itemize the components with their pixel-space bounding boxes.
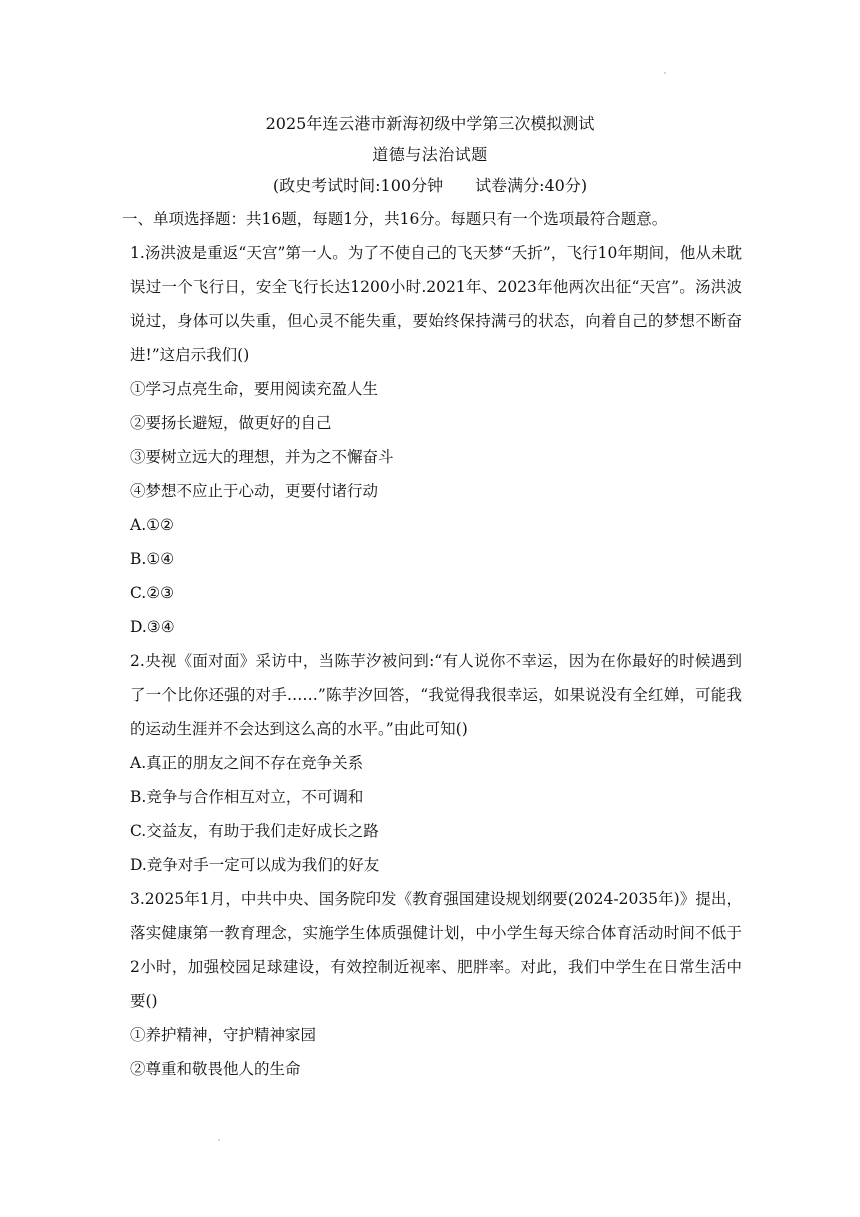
exam-body xyxy=(122,202,742,1086)
scan-speck xyxy=(218,1139,220,1141)
question-3 xyxy=(130,882,742,1086)
exam-time-and-score: (政史考试时间:100分钟 试卷满分:40分) xyxy=(272,176,588,195)
question-1-statement-1: ①学习点亮生命，要用阅读充盈人生 xyxy=(130,380,379,398)
question-1-statement-2: ②要扬长避短，做更好的自己 xyxy=(130,414,332,432)
scan-speck xyxy=(664,72,666,74)
question-1-statement-4: ④梦想不应止于心动，更要付诸行动 xyxy=(130,482,379,500)
section-heading: 一、单项选择题：共16题，每题1分，共16分。每题只有一个选项最符合题意。 xyxy=(122,210,668,228)
question-2-option-c: C.交益友，有助于我们走好成长之路 xyxy=(130,822,379,840)
question-1 xyxy=(130,236,742,644)
question-1-stem: 1.汤洪波是重返“天宫”第一人。为了不使自己的飞天梦“夭折”，飞行10年期间，他从未耽误过一个飞行日，安全飞行长达1200小时.2021年、2023年他两次出征“天宫”。汤洪波说过，身体可以失重，但心灵不能失重，要始终保持满弓的状态，向着自己的梦想不断奋进!”这启示我们() xyxy=(130,244,742,364)
question-3-stem: 3.2025年1月，中共中央、国务院印发《教育强国建设规划纲要(2024-2035年)》提出，落实健康第一教育理念，实施学生体质强健计划，中小学生每天综合体育活动时间不低于2小时，加强校园足球建设，有效控制近视率、肥胖率。对此，我们中学生在日常生活中要() xyxy=(130,890,742,1010)
exam-title: 2025年连云港市新海初级中学第三次模拟测试 xyxy=(265,114,595,133)
exam-subject: 道德与法治试题 xyxy=(372,145,488,164)
question-3-statement-1: ①养护精神，守护精神家园 xyxy=(130,1026,317,1044)
question-1-option-b: B.①④ xyxy=(130,550,175,568)
question-1-option-c: C.②③ xyxy=(130,584,175,602)
question-1-statement-3: ③要树立远大的理想，并为之不懈奋斗 xyxy=(130,448,394,466)
question-2 xyxy=(130,644,742,882)
question-1-option-d: D.③④ xyxy=(130,618,175,636)
exam-header xyxy=(0,108,860,201)
question-1-option-a: A.①② xyxy=(130,516,174,534)
question-2-stem: 2.央视《面对面》采访中，当陈芋汐被问到:“有人说你不幸运，因为在你最好的时候遇到了一个比你还强的对手……”陈芋汐回答，“我觉得我很幸运，如果说没有全红婵，可能我的运动生涯并不会达到这么高的水平。”由此可知() xyxy=(130,652,742,738)
question-2-option-a: A.真正的朋友之间不存在竞争关系 xyxy=(130,754,364,772)
question-2-option-b: B.竞争与合作相互对立，不可调和 xyxy=(130,788,364,806)
question-3-statement-2: ②尊重和敬畏他人的生命 xyxy=(130,1060,301,1078)
question-2-option-d: D.竞争对手一定可以成为我们的好友 xyxy=(130,856,380,874)
